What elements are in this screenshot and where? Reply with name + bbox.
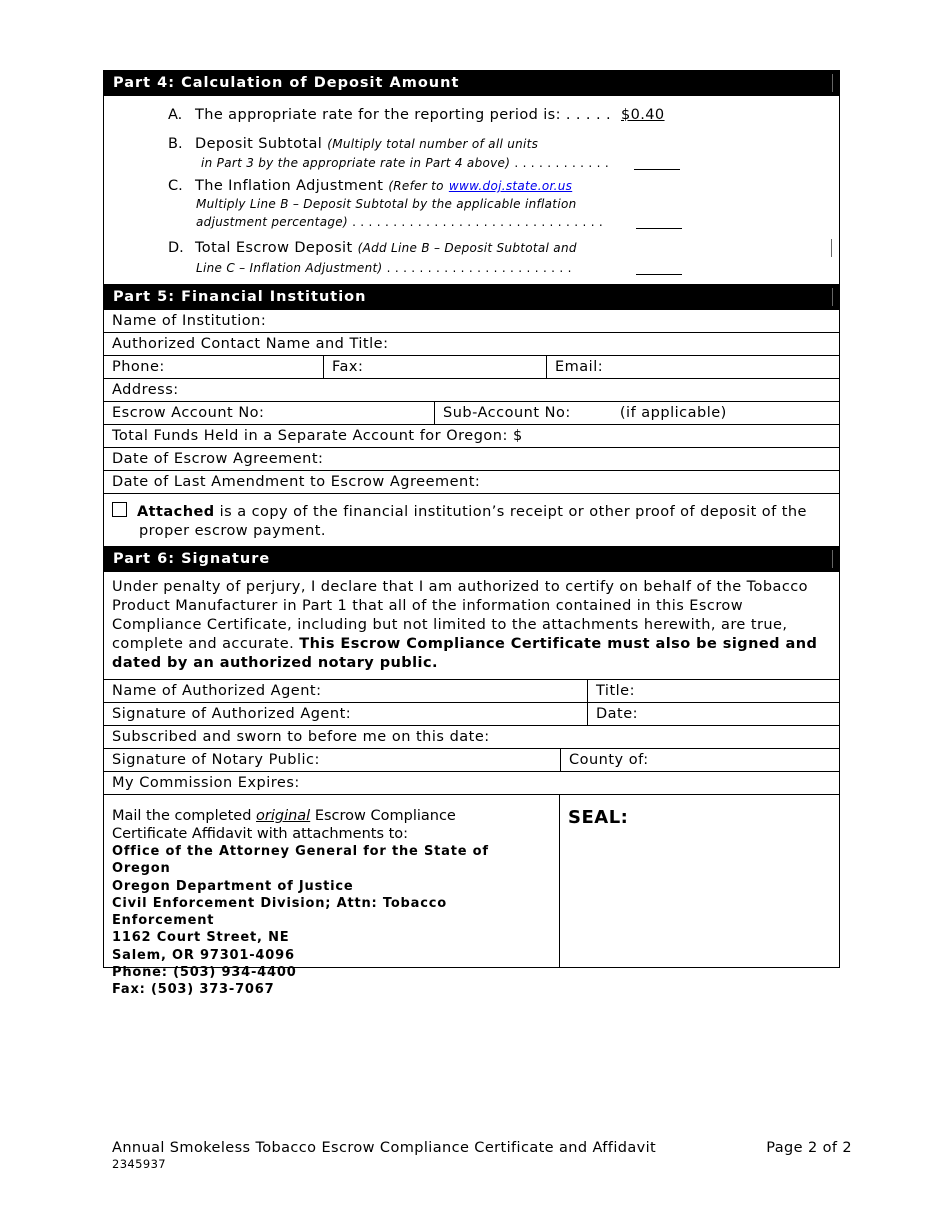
amendment-date-row[interactable]	[104, 471, 839, 494]
subaccount-field[interactable]	[434, 402, 839, 424]
amendment-date-label: Date of Last Amendment to Escrow Agreement:	[112, 474, 481, 490]
line-c-note-prefix: (Refer to	[388, 179, 444, 193]
address-line: Phone: (503) 934-4400	[112, 965, 297, 981]
total-funds-label: Total Funds Held in a Separate Account for Oregon: $	[112, 428, 523, 444]
phone-field[interactable]	[104, 356, 323, 378]
page-footer	[112, 1140, 852, 1171]
line-b-label: Deposit Subtotal	[195, 136, 323, 152]
notary-signature-label: Signature of Notary Public:	[112, 752, 320, 768]
date-field[interactable]	[587, 703, 839, 725]
line-b-dots: . . . . . . . . . . . .	[514, 156, 609, 170]
phone-fax-email-row	[104, 356, 839, 379]
line-a-letter: A.	[168, 107, 183, 123]
address-line: Salem, OR 97301-4096	[112, 947, 295, 963]
agent-name-label: Name of Authorized Agent:	[112, 683, 322, 699]
declaration-paragraph	[104, 572, 839, 680]
address-label: Address:	[112, 382, 179, 398]
header-rule	[832, 550, 833, 568]
sworn-label: Subscribed and sworn to before me on this date:	[112, 729, 490, 745]
attached-text2: proper escrow payment.	[139, 523, 326, 539]
agent-signature-row	[104, 703, 839, 726]
subaccount-note: (if applicable)	[619, 405, 727, 421]
county-field[interactable]	[560, 749, 839, 771]
line-c-note2: Multiply Line B – Deposit Subtotal by the applicable inflation	[196, 197, 577, 211]
mail-intro1: Mail the completed	[112, 808, 252, 824]
page-number: Page 2 of 2	[766, 1140, 852, 1156]
commission-label: My Commission Expires:	[112, 775, 300, 791]
title-field[interactable]	[587, 680, 839, 702]
mail-intro3: Certificate Affidavit with attachments to:	[112, 826, 409, 842]
line-c-label: The Inflation Adjustment	[195, 178, 384, 194]
address-line: 1162 Court Street, NE	[112, 930, 290, 946]
line-b-letter: B.	[168, 136, 183, 152]
line-b-note2: in Part 3 by the appropriate rate in Part 4 above)	[201, 156, 511, 170]
phone-label: Phone:	[112, 359, 165, 375]
attached-bold: Attached	[137, 504, 215, 520]
part6-title: Part 6: Signature	[113, 551, 271, 567]
escrow-account-field[interactable]	[104, 402, 434, 424]
email-field[interactable]	[546, 356, 839, 378]
address-line: Civil Enforcement Division; Attn: Tobacco Enforcement	[112, 895, 447, 929]
footer-title: Annual Smokeless Tobacco Escrow Compliance Certificate and Affidavit	[112, 1140, 657, 1156]
seal-area	[560, 795, 839, 967]
seal-label: SEAL:	[568, 807, 629, 828]
attached-text: is a copy of the financial institution’s receipt or other proof of deposit of the	[219, 504, 807, 520]
line-c-text	[195, 178, 572, 194]
contact-row[interactable]	[104, 333, 839, 356]
part5-title: Part 5: Financial Institution	[113, 289, 367, 305]
line-d-label: Total Escrow Deposit	[195, 240, 353, 256]
line-d-note1: (Add Line B – Deposit Subtotal and	[357, 241, 577, 255]
part4-title: Part 4: Calculation of Deposit Amount	[113, 75, 460, 91]
institution-name-row[interactable]	[104, 310, 839, 333]
part6-header	[104, 547, 839, 572]
declaration-text: Under penalty of perjury, I declare that I am authorized to certify on behalf of the Tobacco Product Manufacturer in Part 1 that all of the information contained in this Escrow Compliance Certificate, including but not limited to the attachments herewith, are true, complete and accurate.	[112, 579, 808, 652]
institution-name-label: Name of Institution:	[112, 313, 267, 329]
address-line: Office of the Attorney General for the State of Oregon	[112, 844, 489, 877]
escrow-account-label: Escrow Account No:	[112, 405, 265, 421]
header-rule	[832, 74, 833, 92]
line-a-text	[195, 107, 665, 123]
deposit-subtotal-field[interactable]	[634, 159, 680, 170]
attached-checkbox[interactable]	[112, 502, 127, 517]
doj-link[interactable]: www.doj.state.or.us	[448, 179, 573, 193]
sworn-row[interactable]	[104, 726, 839, 749]
declaration-bold: This Escrow Compliance Certificate must also be signed and dated by an authorized notary public.	[112, 636, 818, 671]
line-d-note2: Line C – Inflation Adjustment)	[196, 261, 383, 275]
mail-intro2: Escrow Compliance	[314, 808, 456, 824]
notary-row	[104, 749, 839, 772]
subaccount-label: Sub-Account No:	[443, 405, 571, 421]
total-escrow-deposit-field[interactable]	[636, 264, 682, 275]
agreement-date-label: Date of Escrow Agreement:	[112, 451, 324, 467]
line-c-note3: adjustment percentage)	[196, 215, 348, 229]
fax-label: Fax:	[332, 359, 364, 375]
county-label: County of:	[569, 752, 649, 768]
line-d-letter: D.	[168, 240, 184, 256]
certificate-form	[103, 70, 840, 998]
rate-value: $0.40	[621, 107, 665, 123]
line-b-note1: (Multiply total number of all units	[327, 137, 539, 151]
part4-section	[104, 96, 839, 285]
agent-signature-label: Signature of Authorized Agent:	[112, 706, 352, 722]
email-label: Email:	[555, 359, 604, 375]
line-d-text	[195, 240, 577, 256]
total-funds-row[interactable]	[104, 425, 839, 448]
title-label: Title:	[596, 683, 635, 699]
address-line: Oregon Department of Justice	[112, 878, 354, 894]
date-label: Date:	[596, 706, 639, 722]
agent-name-row	[104, 680, 839, 703]
mail-original: original	[256, 808, 311, 824]
agent-name-field[interactable]	[104, 680, 587, 702]
line-b-text	[195, 136, 538, 152]
line-d-note2-row	[196, 261, 572, 275]
address-row[interactable]	[104, 379, 839, 402]
mailing-instructions	[104, 795, 560, 998]
header-rule	[832, 288, 833, 306]
inflation-adjustment-field[interactable]	[636, 218, 682, 229]
mail-intro	[112, 807, 551, 825]
margin-rule	[831, 239, 832, 257]
fax-field[interactable]	[323, 356, 546, 378]
commission-row[interactable]	[104, 772, 839, 795]
line-a-label: The appropriate rate for the reporting period is: . . . . .	[195, 107, 611, 123]
line-c-dots: . . . . . . . . . . . . . . . . . . . . . . . . . . . . . . .	[352, 215, 604, 229]
line-b-note2-row	[201, 156, 609, 170]
line-d-dots: . . . . . . . . . . . . . . . . . . . . . . .	[386, 261, 572, 275]
address-line: Fax: (503) 373-7067	[112, 982, 275, 998]
document-number: 2345937	[112, 1157, 167, 1171]
account-row	[104, 402, 839, 425]
part4-header	[104, 71, 839, 96]
agreement-date-row[interactable]	[104, 448, 839, 471]
part5-header	[104, 285, 839, 310]
mailing-section	[104, 795, 839, 998]
agent-signature-field[interactable]	[104, 703, 587, 725]
contact-label: Authorized Contact Name and Title:	[112, 336, 389, 352]
line-c-note3-row	[196, 215, 603, 229]
line-c-letter: C.	[168, 178, 183, 194]
notary-signature-field[interactable]	[104, 749, 560, 771]
attached-row	[104, 494, 839, 547]
